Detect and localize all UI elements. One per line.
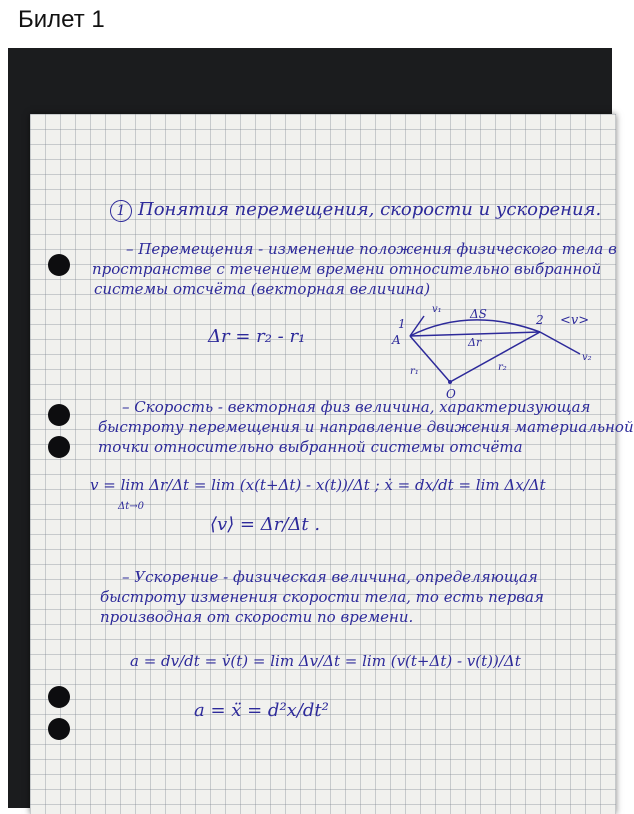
binder-hole	[48, 718, 70, 740]
binder-hole	[48, 254, 70, 276]
origin-point	[448, 380, 452, 384]
diagram-label-dr: Δr	[468, 336, 482, 349]
note-heading	[110, 200, 601, 222]
velocity-formula-1: v = lim Δr/Δt = lim (x(t+Δt) - x(t))/Δt ; ẋ = dx/dt = lim Δx/Δt	[90, 476, 546, 494]
displacement-diagram	[390, 304, 610, 434]
displacement-formula: Δr = r₂ - r₁	[208, 326, 306, 347]
heading-text: Понятия перемещения, скорости и ускорения.	[138, 199, 602, 220]
acceleration-line-2: быстроту изменения скорости тела, то есть первая	[100, 588, 544, 606]
diagram-label-v2: v₂	[582, 352, 592, 363]
diagram-label-a: A	[392, 333, 401, 347]
velocity-line-1: – Скорость - векторная физ величина, характеризующая	[122, 398, 591, 416]
acceleration-formula-2: a = ẍ = d²x/dt²	[194, 700, 329, 721]
diagram-label-vavg: <v>	[560, 313, 590, 328]
acceleration-line-3: производная от скорости по времени.	[100, 608, 414, 626]
diagram-label-1: 1	[398, 317, 406, 331]
binder-hole	[48, 404, 70, 426]
diagram-label-v1: v₁	[432, 304, 442, 315]
notebook-photo	[8, 48, 634, 808]
velocity-line-2: быстроту перемещения и направление движения материальной	[98, 418, 634, 436]
diagram-label-r2: r₂	[498, 362, 507, 373]
diagram-label-2: 2	[536, 313, 544, 327]
limit-subscript: Δt→0	[118, 501, 144, 512]
binder-hole	[48, 436, 70, 458]
acceleration-line-1: – Ускорение - физическая величина, определяющая	[122, 568, 538, 586]
acceleration-formula-1: a = dv/dt = v̇(t) = lim Δv/Δt = lim (v(t+Δt) - v(t))/Δt	[130, 652, 521, 670]
displacement-line-1: – Перемещения - изменение положения физического тела в	[126, 240, 617, 258]
displacement-line-2: пространстве с течением времени относительно выбранной	[92, 260, 602, 278]
heading-number: 1	[110, 200, 132, 222]
diagram-label-o: O	[446, 387, 456, 401]
velocity-vector-2	[540, 332, 580, 354]
velocity-formula-2: ⟨v⟩ = Δr/Δt .	[210, 514, 321, 535]
velocity-line-3: точки относительно выбранной системы отсчёта	[98, 438, 523, 456]
diagram-label-r1: r₁	[410, 366, 419, 377]
radius-vector-2	[450, 332, 540, 382]
grid-paper-sheet	[30, 114, 634, 814]
page-title: Билет 1	[18, 6, 105, 33]
displacement-line-3: системы отсчёта (векторная величина)	[94, 280, 431, 298]
binder-hole	[48, 686, 70, 708]
diagram-label-ds: ΔS	[470, 307, 487, 321]
